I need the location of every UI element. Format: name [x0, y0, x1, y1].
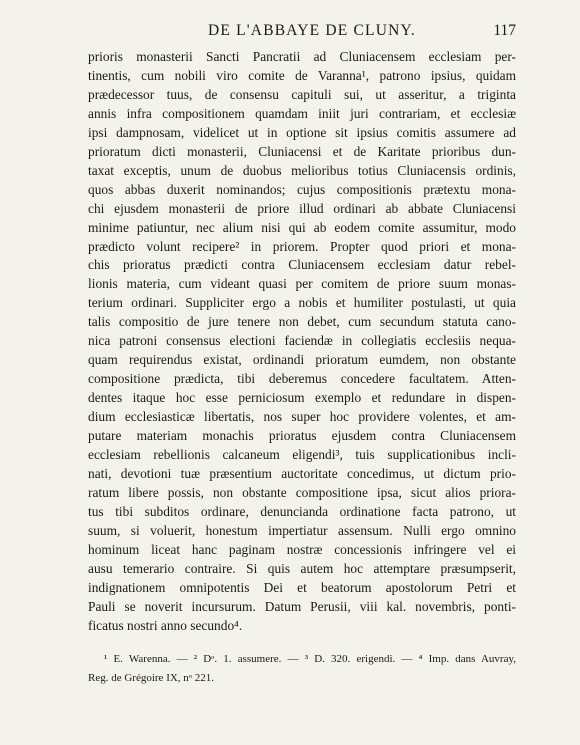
text-line: quam requirendus existat, ordinandi prioratum eumdem, non obstante	[88, 352, 516, 368]
text-line: prioratum dicti monasterii, Cluniacensi et de Karitate prioribus dun-	[88, 143, 516, 159]
text-line: lionis materia, cum videant quasi per comitem de priore suum monas-	[88, 276, 516, 292]
text-line: ecclesiam rebellionis calcaneum eligendi³, tuis supplicationibus incli-	[88, 447, 516, 463]
text-line: ratum libere possis, non obstante compositione ipsa, sicut alios priora-	[88, 484, 516, 500]
text-line: nica patroni consensus electioni faciendæ in collegiatis ecclesiis nequa-	[88, 333, 516, 349]
text-line: suum, si voluerit, honestum impertiatur assensum. Nulli ergo omnino	[88, 522, 516, 538]
text-line: taxat exceptis, unum de duobus melioribus totius Cluniacensis ordinis,	[88, 162, 516, 178]
text-line: tinentis, cum nobili viro comite de Varanna¹, patrono ipsius, quidam	[88, 67, 516, 83]
text-line: talis compositio de jure tenere non debet, cum secundum statuta cano-	[88, 314, 516, 330]
page-number: 117	[493, 22, 516, 39]
body-text	[88, 48, 516, 636]
page-header	[88, 22, 516, 42]
text-line: ficatus nostri anno secundo⁴.	[88, 617, 243, 633]
text-line: quos abbas duxerit nominandos; cujus compositionis prætextu mona-	[88, 181, 516, 197]
running-title: DE L'ABBAYE DE CLUNY.	[208, 22, 416, 39]
text-line: ausu temerario contraire. Si quis autem hoc attemptare præsumpserit,	[88, 560, 516, 576]
text-line: chis prioratus prædicti contra Cluniacensem ecclesiam datur rebel-	[88, 257, 516, 273]
text-line: hominum liceat hanc paginam nostræ concessionis infringere vel ei	[88, 541, 516, 557]
text-line: putare materiam monachis prioratus ejusdem contra Cluniacensem	[88, 428, 516, 444]
text-line: tus tibi subditos ordinare, denuncianda ordinatione facta patrono, ut	[88, 503, 516, 519]
text-line: prioris monasterii Sancti Pancratii ad Cluniacensem ecclesiam per-	[88, 49, 516, 64]
text-line: ipsi dampnosam, videlicet ut in optione sit ipsius comitis assumere ad	[88, 124, 516, 140]
text-line: annis infra compositionem quamdam iniit juri contrariam, et ecclesiæ	[88, 105, 516, 121]
text-line: prædicto volunt recipere² in priorem. Propter quod priori et mona-	[88, 238, 516, 254]
text-line: dium ecclesiasticæ libertatis, nos super hoc providere volentes, et am-	[88, 409, 516, 425]
text-line: prædecessor tuus, de consensu capituli sui, ut asseritur, a triginta	[88, 86, 516, 102]
footnote-line: ¹ E. Warenna. — ² Dᵒ. 1. assumere. — ³ D. 320. erigendi. — ⁴ Imp. dans Auvray,	[104, 653, 516, 665]
text-line: chi ejusdem monasterii de priore illud ordinari ab abbate Cluniacensi	[88, 200, 516, 216]
text-line: minime patiuntur, nec alium nisi qui ab eodem comite assumitur, modo	[88, 219, 516, 235]
text-line: dentes itaque hoc esse perniciosum exemplo et redundare in dispen-	[88, 390, 516, 406]
text-line: Pauli se noverit incursurum. Datum Perusii, viii kal. novembris, ponti-	[88, 598, 516, 614]
footnote-line: Reg. de Grégoire IX, nᵒ 221.	[88, 672, 214, 684]
text-line: indignationem omnipotentis Dei et beatorum apostolorum Petri et	[88, 579, 516, 595]
text-line: compositione prædicta, tibi deberemus concedere facultatem. Atten-	[88, 371, 516, 387]
text-line: nati, devotioni tuæ præsentium auctoritate concedimus, ut dictum prio-	[88, 465, 516, 481]
footnotes	[88, 650, 516, 688]
text-line: terium ordinari. Suppliciter ergo a nobis et humiliter postulasti, ut quia	[88, 295, 516, 311]
